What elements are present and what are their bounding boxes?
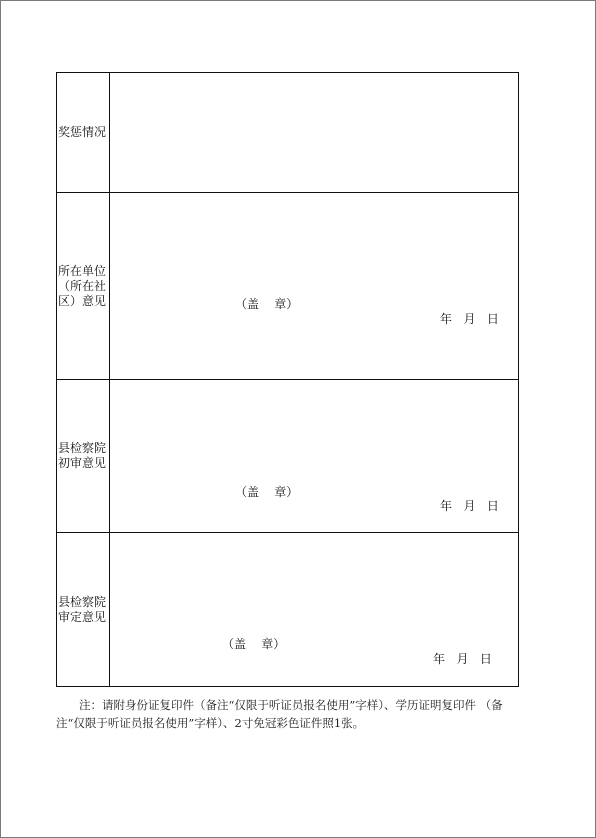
- form-row-final-review: [57, 533, 519, 687]
- row-label-cell: [57, 73, 110, 193]
- seal-placeholder: （盖 章）: [235, 297, 299, 311]
- date-placeholder: 年 月 日: [433, 652, 492, 666]
- unit-opinion-field[interactable]: [110, 193, 519, 380]
- rewards-penalties-field[interactable]: [110, 73, 519, 193]
- row-label-cell: [57, 193, 110, 380]
- attachment-note: 注：请附身份证复印件（备注“仅限于听证员报名使用”字样）、学历证明复印件 （备注“仅限于听证员报名使用”字样）、2寸免冠彩色证件照1张。: [56, 698, 503, 730]
- row-label: 所在单位（所在社区）意见: [58, 263, 107, 308]
- initial-review-field[interactable]: [110, 380, 519, 533]
- row-label: 县检察院初审意见: [58, 441, 107, 470]
- date-placeholder: 年 月 日: [440, 312, 499, 326]
- form-row-initial-review: [57, 380, 519, 533]
- form-row-rewards-penalties: [57, 73, 519, 193]
- row-label: 县检察院审定意见: [58, 594, 107, 624]
- seal-placeholder: （盖 章）: [235, 485, 299, 499]
- row-label-cell: [57, 533, 110, 687]
- row-label-cell: [57, 380, 110, 533]
- final-review-field[interactable]: [110, 533, 519, 687]
- form-table: [56, 72, 519, 687]
- date-placeholder: 年 月 日: [440, 499, 499, 513]
- seal-placeholder: （盖 章）: [222, 637, 286, 651]
- row-label: 奖惩情况: [58, 125, 107, 139]
- form-row-unit-opinion: [57, 193, 519, 380]
